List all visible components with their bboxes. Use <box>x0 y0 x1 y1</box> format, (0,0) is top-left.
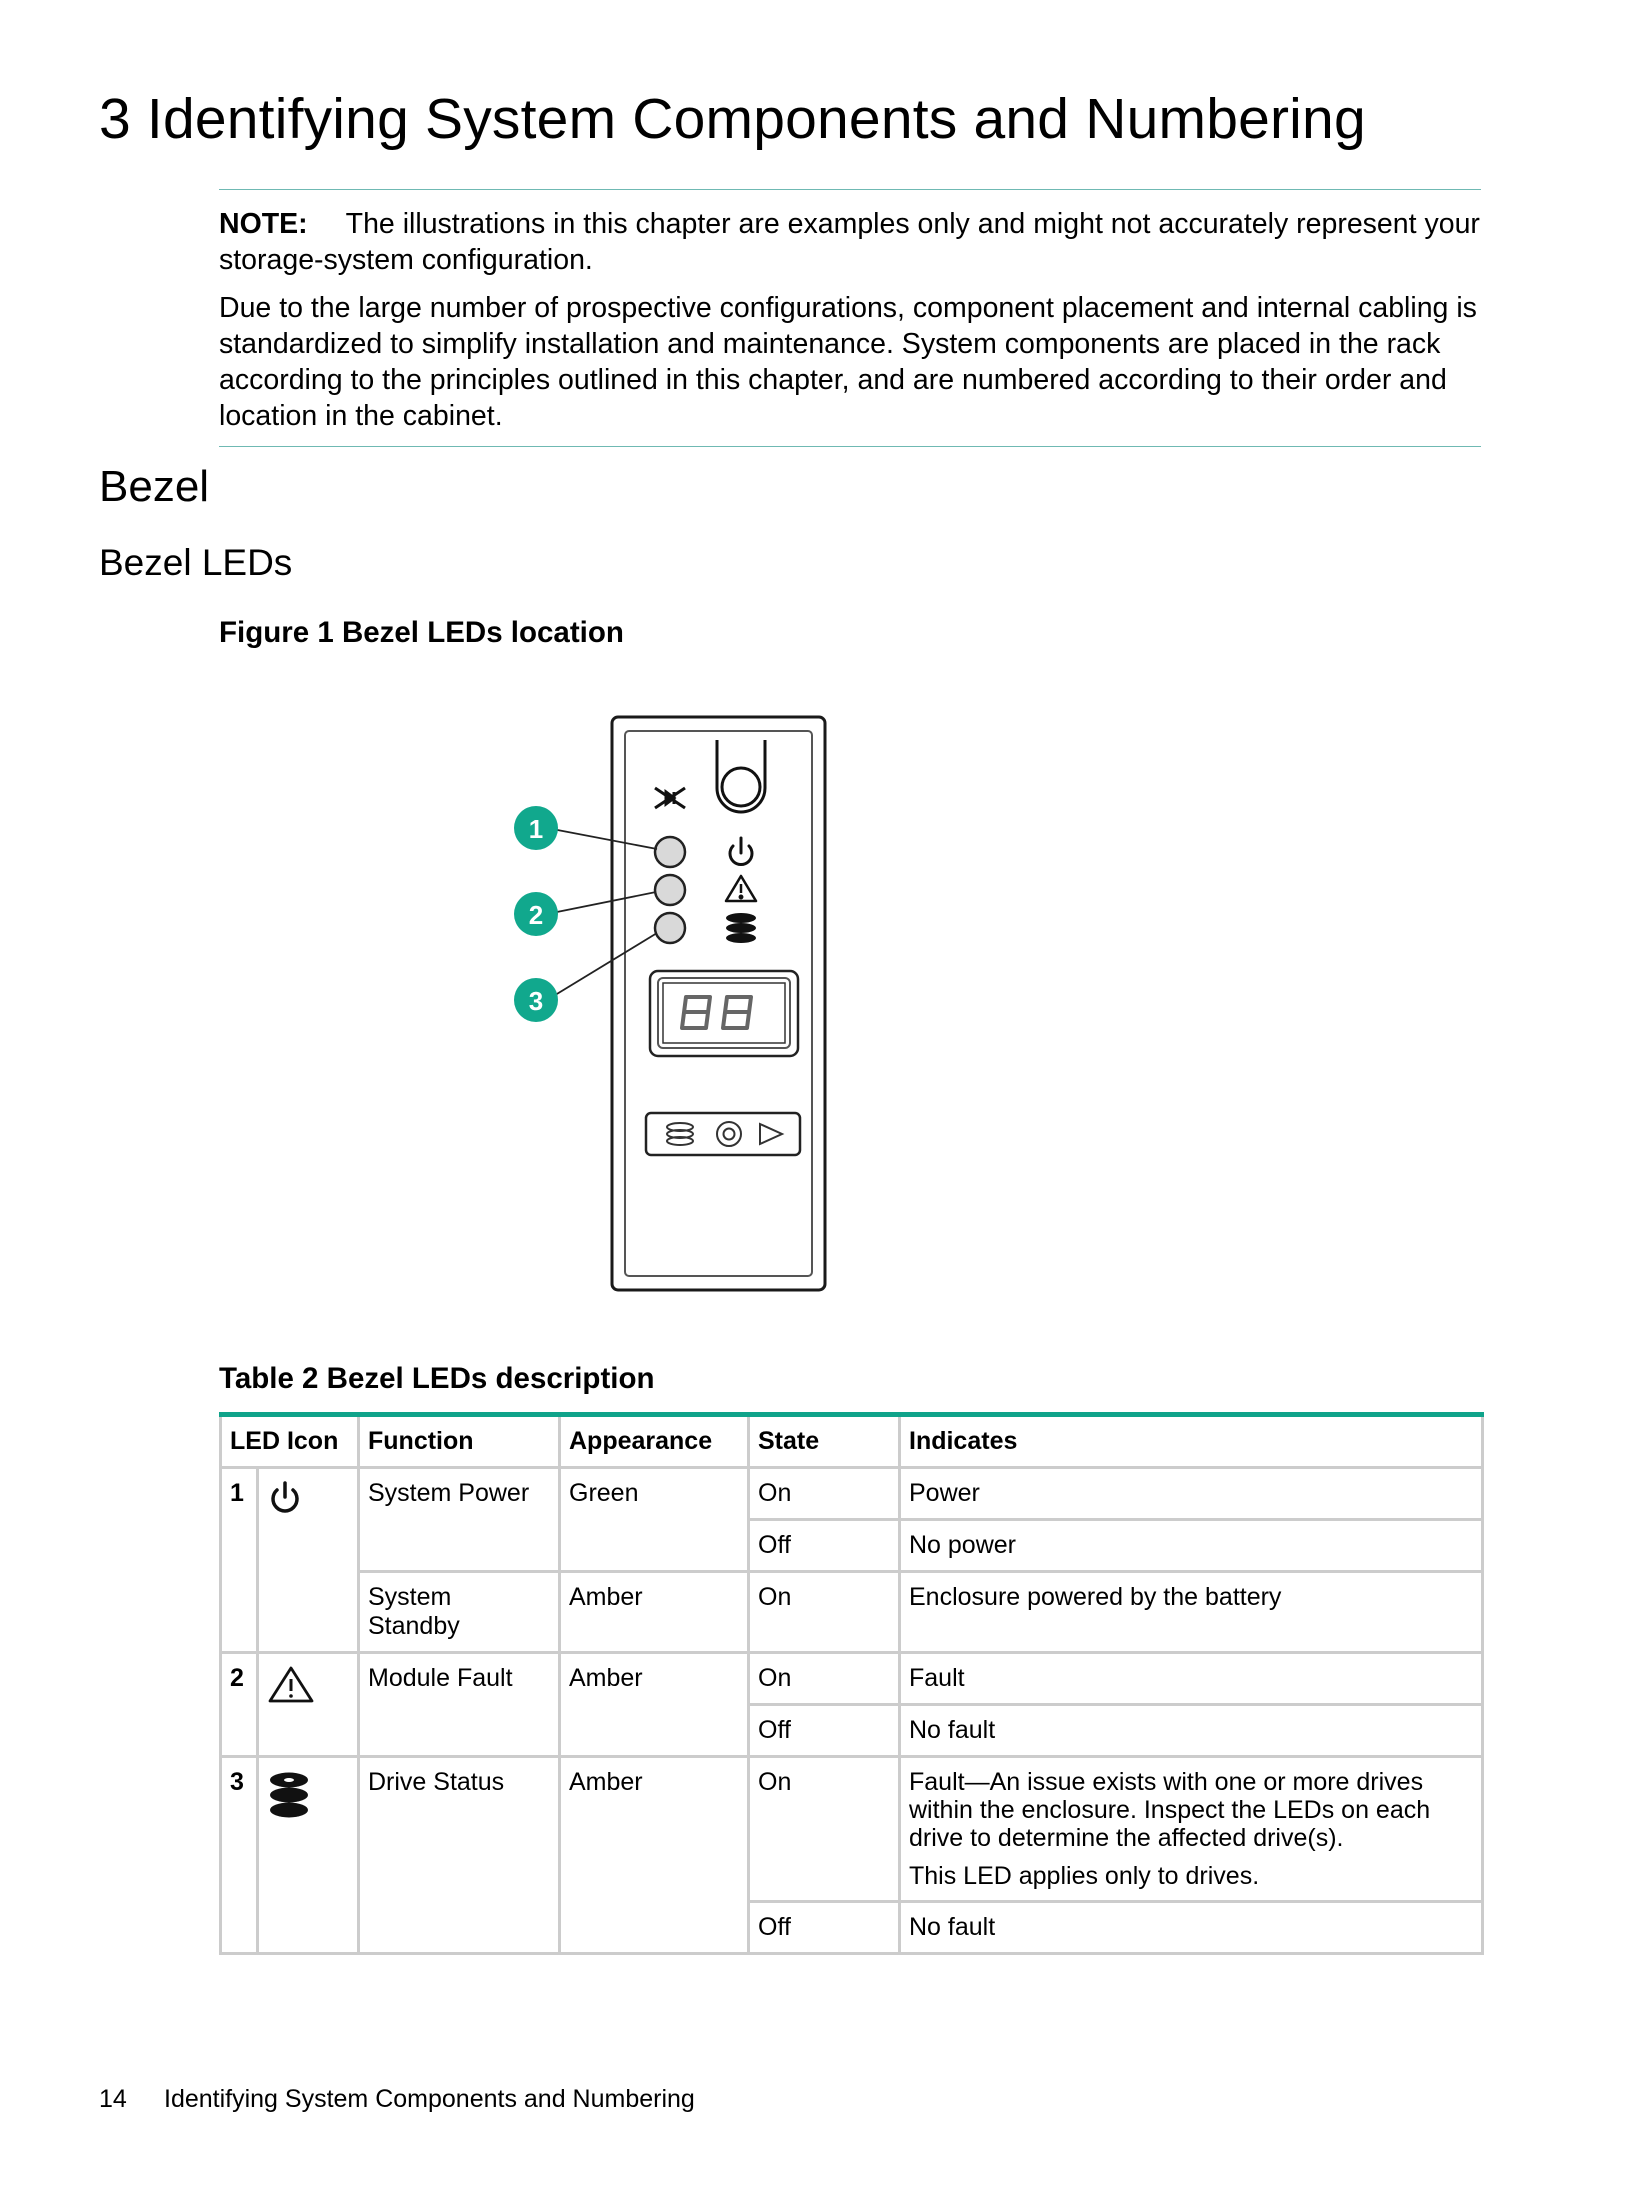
callout-3 <box>514 978 558 1022</box>
indicates-cell: No fault <box>900 1902 1483 1954</box>
appearance-cell: Amber <box>560 1757 749 1954</box>
led-2 <box>655 875 685 905</box>
led-number: 3 <box>221 1757 258 1954</box>
note-paragraph-1 <box>219 206 1481 278</box>
callout-1-label: 1 <box>528 814 544 844</box>
header-indicates: Indicates <box>900 1415 1483 1468</box>
callout-2 <box>514 892 558 936</box>
header-appearance: Appearance <box>560 1415 749 1468</box>
power-icon <box>267 1479 303 1515</box>
appearance-cell: Amber <box>560 1653 749 1757</box>
warning-icon <box>267 1664 315 1704</box>
led-1 <box>655 837 685 867</box>
led-icon-cell <box>258 1653 359 1757</box>
table-row <box>221 1572 1483 1653</box>
header-state: State <box>749 1415 900 1468</box>
bezel-illustration <box>500 700 860 1300</box>
led-number: 2 <box>221 1653 258 1757</box>
indicates-cell: Power <box>900 1468 1483 1520</box>
indicates-cell: Fault <box>900 1653 1483 1705</box>
function-cell: Drive Status <box>359 1757 560 1954</box>
led-number: 1 <box>221 1468 258 1653</box>
button-panel <box>646 1113 800 1155</box>
state-cell: Off <box>749 1705 900 1757</box>
header-function: Function <box>359 1415 560 1468</box>
state-cell: On <box>749 1757 900 1902</box>
note-paragraph-2: Due to the large number of prospective configurations, component placement and internal cabling is standardized to simplify installation and maintenance. System components are placed in the rack according to the principles outlined in this chapter, and are numbered according to their order and location in the cabinet. <box>219 292 1477 432</box>
header-led-icon: LED Icon <box>221 1415 359 1468</box>
led-icon-cell <box>258 1757 359 1954</box>
figure-caption: Figure 1 Bezel LEDs location <box>219 616 624 649</box>
note-text-1: The illustrations in this chapter are examples only and might not accurately represent your storage-system configuration. <box>219 208 1480 276</box>
state-cell: Off <box>749 1902 900 1954</box>
note-box <box>219 189 1481 447</box>
state-cell: On <box>749 1572 900 1653</box>
indicates-note: This LED applies only to drives. <box>909 1862 1260 1890</box>
drive-status-icon <box>267 1768 311 1822</box>
function-cell: Module Fault <box>359 1653 560 1757</box>
page-number: 14 <box>99 2085 127 2113</box>
table-row <box>221 1468 1483 1520</box>
table-caption: Table 2 Bezel LEDs description <box>219 1362 655 1395</box>
indicates-cell <box>900 1757 1483 1902</box>
led-3 <box>655 913 685 943</box>
subsection-title: Bezel LEDs <box>99 542 293 583</box>
function-cell: System Standby <box>359 1572 560 1653</box>
bezel-leds-table <box>219 1412 1484 1955</box>
note-label: NOTE: <box>219 208 308 240</box>
led-icon-cell <box>258 1468 359 1653</box>
footer-title: Identifying System Components and Numbering <box>164 2085 695 2113</box>
callout-3-label: 3 <box>528 986 544 1016</box>
appearance-cell: Amber <box>560 1572 749 1653</box>
function-cell: System Power <box>359 1468 560 1572</box>
indicates-cell: No fault <box>900 1705 1483 1757</box>
indicates-cell: Enclosure powered by the battery <box>900 1572 1483 1653</box>
drive-status-icon <box>726 913 756 943</box>
table-row <box>221 1653 1483 1705</box>
state-cell: On <box>749 1468 900 1520</box>
chapter-title: 3 Identifying System Components and Numbering <box>99 87 1366 151</box>
state-cell: Off <box>749 1520 900 1572</box>
state-cell: On <box>749 1653 900 1705</box>
page-footer <box>99 2085 695 2114</box>
callout-2-label: 2 <box>528 900 544 930</box>
section-title: Bezel <box>99 462 210 511</box>
indicates-cell: No power <box>900 1520 1483 1572</box>
table-row <box>221 1757 1483 1902</box>
appearance-cell: Green <box>560 1468 749 1572</box>
table-header-row <box>221 1415 1483 1468</box>
seven-segment-display <box>650 971 798 1056</box>
callout-1 <box>514 806 558 850</box>
indicates-text: Fault—An issue exists with one or more drives within the enclosure. Inspect the LEDs on each drive to determine the affected drive(s). <box>909 1768 1431 1852</box>
